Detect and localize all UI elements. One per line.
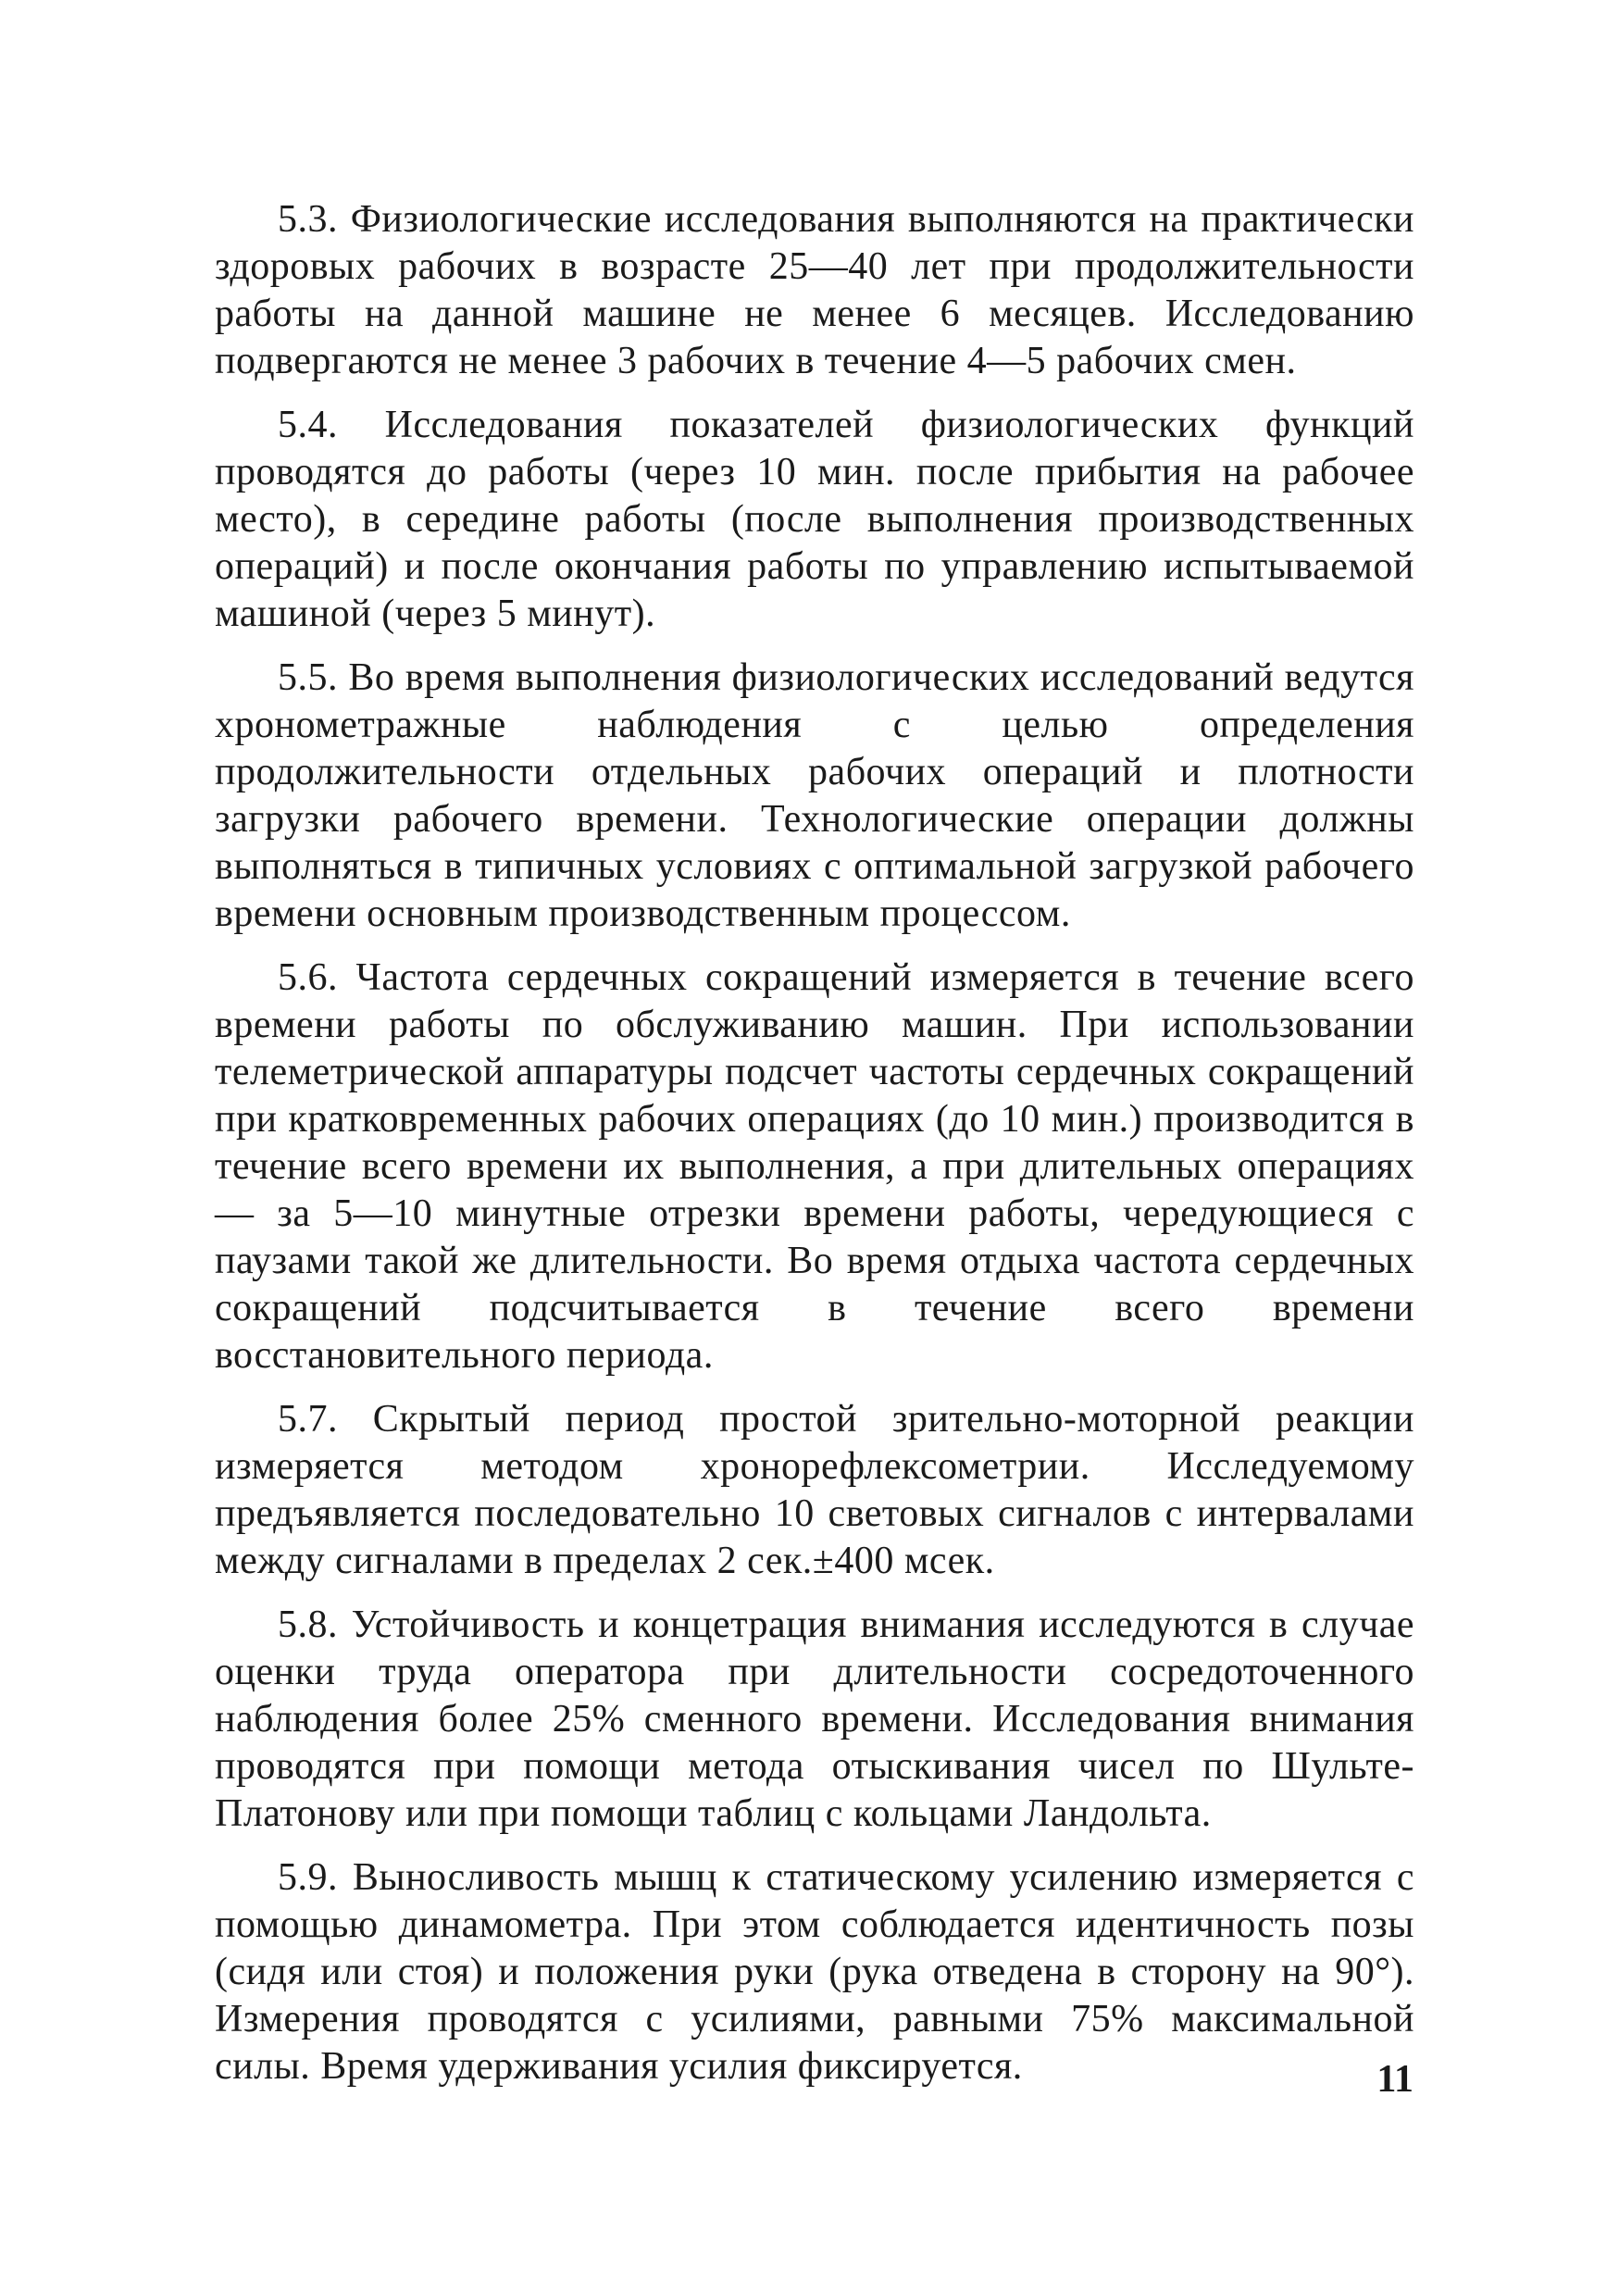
paragraph-5-8: 5.8. Устойчивость и концетрация внимания исследуются в случае оценки труда оператора при длительности сосредоточенного наблюдения более 25% сменного времени. Исследования внимания проводятся при помощи метода отыскивания чисел по Шульте-Платонову или при помощи таблиц с кольцами Ландольта. bbox=[215, 1603, 1414, 1835]
body-text bbox=[215, 196, 1414, 2107]
paragraph-5-6: 5.6. Частота сердечных сокращений измеряется в течение всего времени работы по обслуживанию машин. При использовании телеметрической аппаратуры подсчет частоты сердечных сокращений при кратковременных рабочих операциях (до 10 мин.) производится в течение всего времени их выполнения, а при длительных операциях — за 5—10 минутные отрезки времени работы, чередующиеся с паузами такой же длительности. Во время отдыха частота сердечных сокращений подсчитывается в течение всего времени восстановительного периода. bbox=[215, 956, 1414, 1377]
paragraph-5-7: 5.7. Скрытый период простой зрительно-моторной реакции измеряется методом хронорефлексометрии. Исследуемому предъявляется последовательно 10 световых сигналов с интервалами между сигналами в пределах 2 сек.±400 мсек. bbox=[215, 1398, 1414, 1582]
paragraph-5-9: 5.9. Выносливость мышц к статическому усилению измеряется с помощью динамометра. При этом соблюдается идентичность позы (сидя или стоя) и положения руки (рука отведена в сторону на 90°). Измерения проводятся с усилиями, равными 75% максимальной силы. Время удерживания усилия фиксируется. bbox=[215, 1856, 1414, 2088]
paragraph-5-3: 5.3. Физиологические исследования выполняются на практически здоровых рабочих в возрасте 25—40 лет при продолжительности работы на данной машине не менее 6 месяцев. Исследованию подвергаются не менее 3 рабочих в течение 4—5 рабочих смен. bbox=[215, 198, 1414, 382]
paragraph-5-5: 5.5. Во время выполнения физиологических исследований ведутся хронометражные наблюдения с целью определения продолжительности отдельных рабочих операций и плотности загрузки рабочего времени. Технологические операции должны выполняться в типичных условиях с оптимальной загрузкой рабочего времени основным производственным процессом. bbox=[215, 656, 1414, 935]
page-number: 11 bbox=[1376, 2058, 1414, 2101]
paragraph-5-4: 5.4. Исследования показателей физиологических функций проводятся до работы (через 10 мин. после прибытия на рабочее место), в середине работы (после выполнения производственных операций) и после окончания работы по управлению испытываемой машиной (через 5 минут). bbox=[215, 404, 1414, 635]
